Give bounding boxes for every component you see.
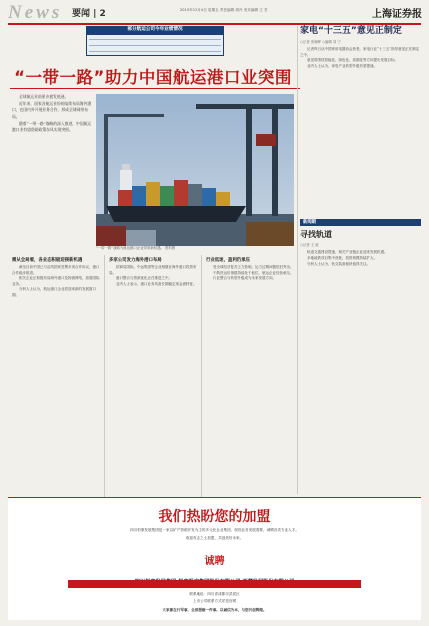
sidebar-table-line bbox=[89, 45, 221, 46]
section-band: 新闻眼 bbox=[300, 219, 421, 226]
sidebar-table-line bbox=[89, 39, 221, 40]
right-article-para: 业内人士认为，家电产业转型升级有望提速。 bbox=[307, 63, 377, 68]
right-article-para: 记者昨日从中国家用电器协会获悉，家电行业“十三五”指导意见正在制定之中。 bbox=[300, 47, 420, 57]
lede-text bbox=[12, 94, 92, 134]
section-label: 要闻 | 2 bbox=[72, 9, 106, 19]
photo-caption: “一带一路”战略为航运港口企业带来新机遇。 资料图 bbox=[96, 246, 176, 250]
ad-line: 四川恒康发展集团是一家以矿产资源开发为主的多元化企业集团，现因业务发展需要，诚聘各类专业人才。 bbox=[130, 528, 299, 532]
column-para: 港口整合与资源优化正在推进之中。 bbox=[116, 276, 172, 281]
column-heading: 行业低迷，盈利仍承压 bbox=[206, 258, 250, 263]
paper-name: 上海证券报 bbox=[372, 9, 422, 20]
sub-article-title: 寻找轨道 bbox=[300, 230, 332, 240]
headline-rule bbox=[10, 88, 300, 89]
brand-logo: News bbox=[8, 2, 63, 23]
date-line: 2015年12月4日 星期五 责任编辑 周丹 美术编辑 王 芳 bbox=[180, 8, 268, 12]
column-para: 截至目前中国已与沿线国家签署多项合作协议，港口合作稳步推进。 bbox=[12, 265, 100, 275]
column-heading: 多家公司发力海外港口布局 bbox=[109, 258, 162, 263]
lede-para: 近年来，国家各航运业纷纷陆续布局海外港口，在国内外开展业务合作，形成全球网络布局。 bbox=[12, 101, 92, 119]
ad-thanks: 诚聘 bbox=[204, 556, 225, 567]
sub-article-body bbox=[300, 250, 421, 267]
right-article-title: 家电“十三五”意见正制定 bbox=[300, 26, 402, 36]
sub-article-para: 轨道交通建设提速，相关产业链企业迎来发展机遇。 bbox=[307, 250, 388, 255]
masthead-rule bbox=[8, 23, 421, 25]
body-column bbox=[109, 255, 197, 287]
column-heading: 需从全局看，各业态积极迎接新机遇 bbox=[12, 258, 83, 263]
ad-footer: 大家都在行军事，全部想做一件事。以诚信为本，与您共创辉煌。 bbox=[162, 608, 267, 612]
column-para: 行业整合与转型升级成为未来发展方向。 bbox=[213, 276, 276, 281]
sub-article-para: 分析人士认为，轨交装备板块值得关注。 bbox=[307, 261, 370, 266]
right-article-para: 意见将围绕智能化、绿色化、高端化等方向提出发展目标。 bbox=[307, 58, 398, 63]
port-photo-image bbox=[96, 94, 294, 246]
ad-contact: 联系地址：四川省成都市武侯区 bbox=[189, 592, 240, 596]
column-para: 相关企业正积极布局海外港口及物流网络，拓展国际业务。 bbox=[12, 276, 100, 286]
main-headline: “一带一路”助力中国航运港口业突围 bbox=[14, 68, 292, 87]
right-article-body bbox=[300, 47, 421, 69]
ad-contact: 上市公司联系方式详见官网 bbox=[192, 599, 237, 603]
lede-para: 随着“一带一路”战略的深入推进，中国航运港口业有望借助政策东风实现突围。 bbox=[12, 120, 92, 133]
sidebar-table bbox=[86, 34, 224, 56]
column-para: 招商局国际、中远集团等企业相继在海外港口投资布局。 bbox=[109, 265, 197, 275]
column-para: 受全球经济复苏乏力影响，运力过剩问题依旧突出。 bbox=[213, 265, 294, 269]
body-column bbox=[206, 255, 294, 282]
right-column-divider bbox=[297, 26, 298, 494]
ad-line: 欢迎有志之士加盟，共创美好未来。 bbox=[185, 536, 244, 540]
masthead bbox=[0, 0, 429, 24]
column-para: 干散货运价指数持续处于低位，航运企业经营承压。 bbox=[213, 270, 294, 275]
sidebar-table-line bbox=[89, 51, 221, 52]
sidebar-title-text: 部分航运公司今年业绩情况 bbox=[127, 27, 183, 32]
ad-title: 我们热盼您的加盟 bbox=[158, 509, 271, 525]
recruitment-ad bbox=[8, 497, 421, 620]
lede-para: 全球航运业前景亦愈发低迷。 bbox=[19, 94, 69, 99]
sub-article-para: 多地地铁项目集中获批，投资规模持续扩大。 bbox=[307, 255, 377, 260]
sidebar-title bbox=[86, 26, 224, 34]
column-para: 业内人士表示，港口业务具备长期稳定现金流特征。 bbox=[116, 281, 197, 286]
body-column bbox=[12, 255, 100, 299]
column-para: 分析人士认为，航运港口企业将迎来新的发展窗口期。 bbox=[12, 287, 96, 297]
right-article-author: ○记者 张晓晖 ○编辑 刘 宁 bbox=[300, 40, 341, 44]
port-photo bbox=[96, 94, 294, 246]
right-column bbox=[300, 26, 421, 267]
ad-bar bbox=[68, 580, 361, 588]
sub-article-author: ○记者 王 政 bbox=[300, 243, 319, 248]
